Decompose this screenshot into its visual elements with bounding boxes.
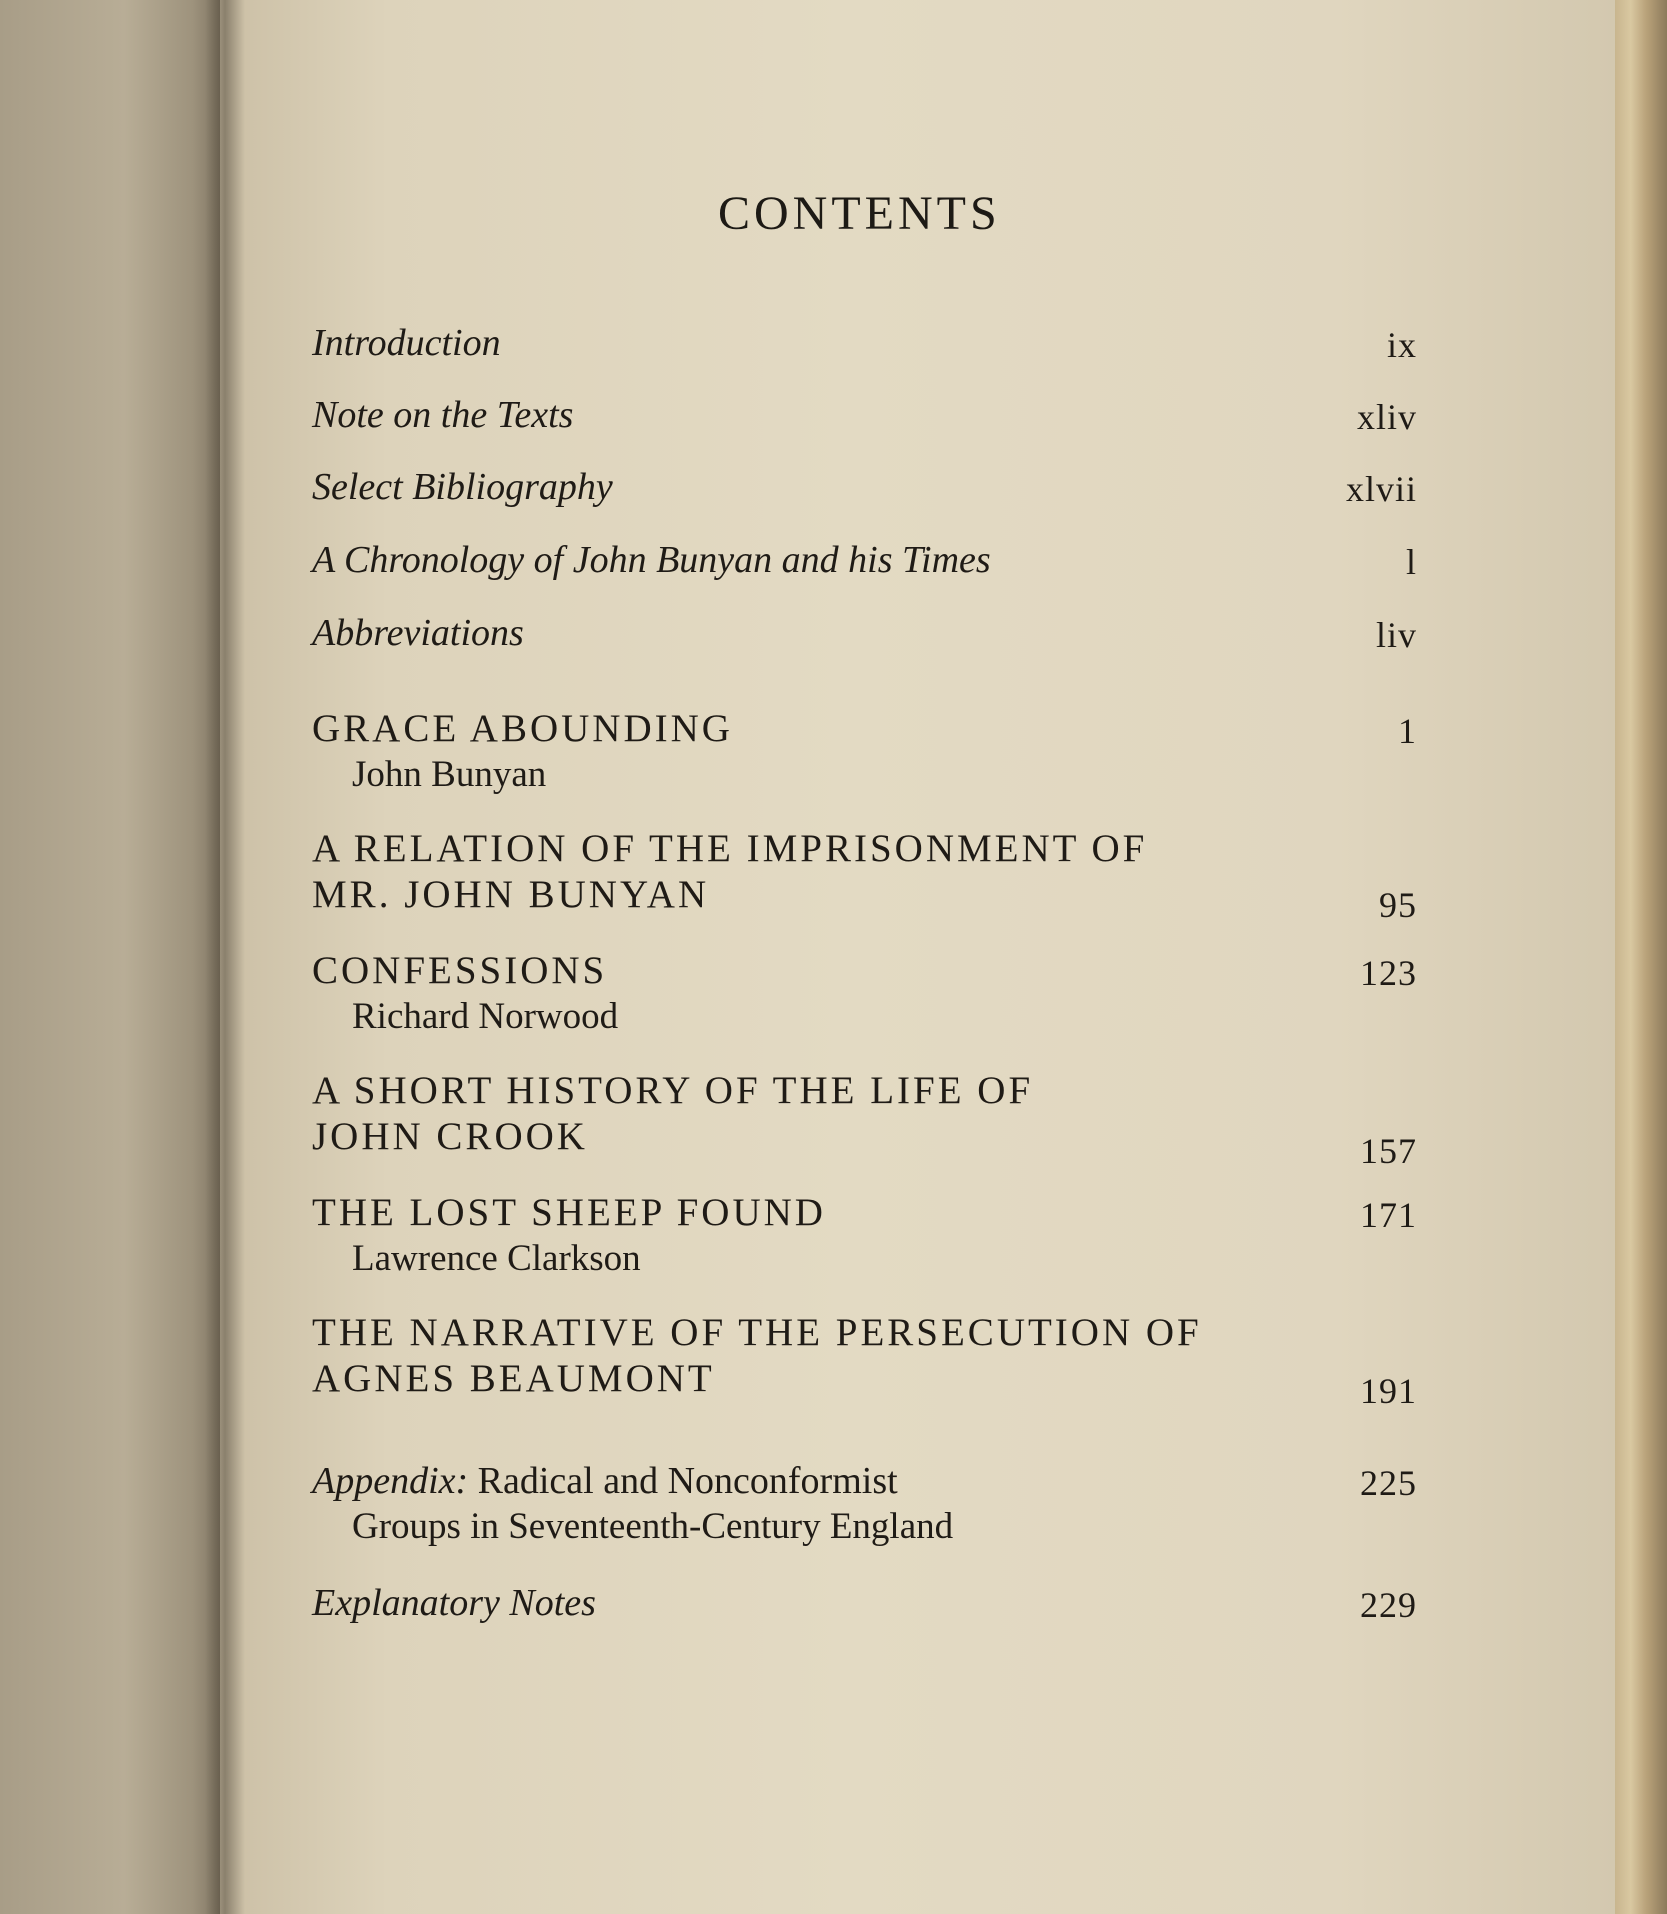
toc-entry-agnes-beaumont bbox=[312, 1310, 1417, 1411]
toc-entry-title: CONFESSIONS bbox=[312, 949, 608, 992]
toc-entry-title-line1: Radical and Nonconformist bbox=[477, 1460, 898, 1502]
toc-page-number: 229 bbox=[1360, 1585, 1417, 1625]
toc-entry-grace-abounding bbox=[312, 706, 1417, 798]
toc-entry-author: Richard Norwood bbox=[352, 996, 619, 1037]
toc-entry-title-line2: AGNES BEAUMONT bbox=[312, 1357, 715, 1400]
toc-entry-title: Abbreviations bbox=[312, 612, 524, 654]
toc-entry-bibliography bbox=[312, 464, 1417, 510]
toc-entry-appendix bbox=[312, 1458, 1417, 1550]
toc-entry-title-line2: MR. JOHN BUNYAN bbox=[312, 873, 710, 916]
toc-entry-confessions bbox=[312, 948, 1417, 1040]
toc-page-number: liv bbox=[1375, 615, 1417, 655]
toc-page-number: 225 bbox=[1360, 1463, 1417, 1503]
toc-entry-title-line1: A SHORT HISTORY OF THE LIFE OF bbox=[312, 1069, 1034, 1112]
toc-page-number: 171 bbox=[1360, 1195, 1417, 1235]
toc-entry-relation-imprisonment bbox=[312, 826, 1417, 925]
toc-page-number: l bbox=[1405, 542, 1417, 582]
toc-entry-chronology bbox=[312, 537, 1417, 583]
toc-page-number: xlvii bbox=[1345, 469, 1417, 509]
toc-entry-explanatory-notes bbox=[312, 1580, 1417, 1626]
toc-entry-title: THE LOST SHEEP FOUND bbox=[312, 1191, 826, 1234]
toc-page-number: xliv bbox=[1356, 397, 1417, 437]
toc-entry-title-line1: THE NARRATIVE OF THE PERSECUTION OF bbox=[312, 1311, 1202, 1354]
toc-page-number: 1 bbox=[1398, 711, 1417, 751]
toc-page-number: 123 bbox=[1360, 953, 1417, 993]
toc-page-number: 191 bbox=[1360, 1371, 1417, 1411]
appendix-label: Appendix: bbox=[312, 1460, 469, 1502]
toc-entry-title: GRACE ABOUNDING bbox=[312, 707, 733, 750]
toc-page-number: ix bbox=[1386, 325, 1417, 365]
toc-entry-lost-sheep-found bbox=[312, 1190, 1417, 1282]
toc-entry-title: Introduction bbox=[312, 322, 501, 364]
toc-entry-john-crook bbox=[312, 1068, 1417, 1171]
toc-entry-author: John Bunyan bbox=[352, 754, 547, 795]
toc-entry-title: Note on the Texts bbox=[312, 394, 574, 436]
toc-entry-title-line1: A RELATION OF THE IMPRISONMENT OF bbox=[312, 827, 1148, 870]
toc-entry-title: Explanatory Notes bbox=[312, 1582, 596, 1624]
toc-page-number: 157 bbox=[1360, 1131, 1417, 1171]
contents-heading: CONTENTS bbox=[718, 187, 1001, 240]
toc-entry-title-line2: JOHN CROOK bbox=[312, 1115, 588, 1158]
toc-entry-note-on-texts bbox=[312, 392, 1417, 438]
toc-entry-title: A Chronology of John Bunyan and his Times bbox=[312, 539, 991, 581]
toc-entry-author: Lawrence Clarkson bbox=[352, 1238, 641, 1279]
toc-entry-abbreviations bbox=[312, 610, 1417, 656]
toc-entry-title-line2: Groups in Seventeenth-Century England bbox=[352, 1506, 954, 1547]
toc-entry-introduction bbox=[312, 320, 1417, 366]
toc-page-number: 95 bbox=[1379, 885, 1417, 925]
toc-entry-title: Select Bibliography bbox=[312, 466, 613, 508]
